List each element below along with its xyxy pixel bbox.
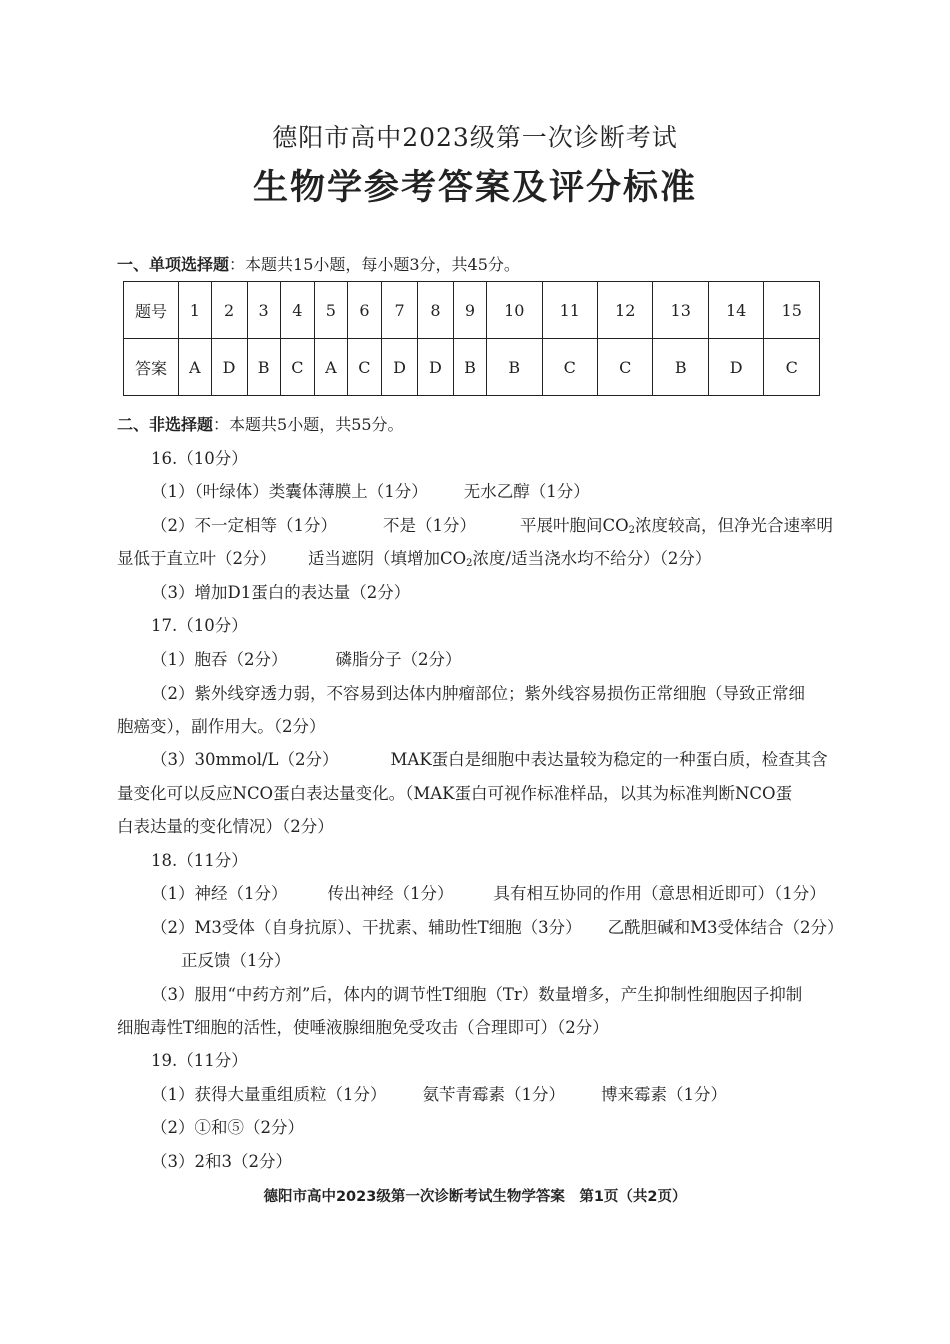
table-cell: A	[179, 339, 212, 396]
q18-line4: （3）服用“中药方剂”后，体内的调节性T细胞（Tr）数量增多，产生抑制性细胞因子抑制	[151, 985, 803, 1004]
answer-text: 乙酰胆碱和M3受体结合（2分）	[607, 918, 844, 937]
answer-text: 不是（1分）	[383, 516, 476, 535]
table-cell: 11	[542, 282, 597, 339]
answer-text: 传出神经（1分）	[327, 884, 454, 903]
q16-line1	[151, 478, 590, 502]
q19-line1	[151, 1081, 727, 1105]
answer-text: 氨苄青霉素（1分）	[422, 1085, 565, 1104]
answer-text: 平展叶胞间CO	[520, 516, 629, 535]
answer-text: （3）30mmol/L（2分）	[151, 750, 339, 769]
table-cell: 14	[708, 282, 763, 339]
table-cell: D	[382, 339, 418, 396]
q19-line3: （3）2和3（2分）	[151, 1152, 292, 1171]
q17-line2: （2）紫外线穿透力弱，不容易到达体内肿瘤部位；紫外线容易损伤正常细胞（导致正常细	[151, 684, 805, 703]
q16-heading: 16.（10分）	[151, 449, 248, 468]
answer-text: （1）（叶绿体）类囊体薄膜上（1分）	[151, 482, 428, 501]
table-cell: D	[708, 339, 763, 396]
table-cell: B	[487, 339, 542, 396]
answer-text: （1）胞吞（2分）	[151, 650, 288, 669]
table-row-answers	[124, 339, 820, 396]
table-cell: C	[764, 339, 820, 396]
answer-text: 无水乙醇（1分）	[463, 482, 590, 501]
page-footer: 德阳市高中2023级第一次诊断考试生物学答案 第1页（共2页）	[263, 1189, 687, 1205]
table-cell: 13	[653, 282, 708, 339]
section1-heading	[117, 252, 520, 275]
table-cell: 6	[347, 282, 381, 339]
table-cell: 1	[179, 282, 212, 339]
table-cell: C	[347, 339, 381, 396]
table-cell: B	[653, 339, 708, 396]
exam-subtitle: 德阳市高中2023级第一次诊断考试	[272, 123, 678, 152]
table-cell: 4	[280, 282, 314, 339]
table-cell: C	[280, 339, 314, 396]
section2-desc: ：本题共5小题，共55分。	[213, 415, 404, 434]
table-cell: B	[247, 339, 280, 396]
answer-text: 浓度较高，但净光合速率明	[635, 516, 834, 535]
table-cell: 5	[315, 282, 348, 339]
subscript: 2	[466, 558, 473, 569]
table-cell: 15	[764, 282, 820, 339]
row-label-answer: 答案	[124, 339, 179, 396]
section1-desc: ：本题共15小题，每小题3分，共45分。	[229, 255, 520, 274]
answer-text: MAK蛋白是细胞中表达量较为稳定的一种蛋白质，检查其含	[390, 750, 828, 769]
q18-line5: 细胞毒性T细胞的活性，使唾液腺细胞免受攻击（合理即可）（2分）	[117, 1018, 609, 1037]
q16-line2	[151, 512, 833, 536]
q17-line5: 量变化可以反应NCO蛋白表达量变化。（MAK蛋白可视作标准样品，以其为标准判断NCO蛋	[117, 784, 793, 803]
table-cell: C	[598, 339, 653, 396]
answer-text: （1）获得大量重组质粒（1分）	[151, 1085, 387, 1104]
answer-text: 适当遮阴（填增加CO	[308, 549, 467, 568]
answer-text: （1）神经（1分）	[151, 884, 288, 903]
table-cell: A	[315, 339, 348, 396]
answer-text: 具有相互协同的作用（意思相近即可）（1分）	[493, 884, 826, 903]
answer-text: （2）不一定相等（1分）	[151, 516, 337, 535]
section1-label: 一、单项选择题	[117, 255, 230, 274]
row-label-number: 题号	[124, 282, 179, 339]
answer-text: （2）M3受体（自身抗原）、干扰素、辅助性T细胞（3分）	[151, 918, 582, 937]
subscript: 2	[628, 525, 636, 536]
q18-heading: 18.（11分）	[151, 851, 248, 870]
table-cell: 12	[598, 282, 653, 339]
table-cell: C	[542, 339, 597, 396]
q19-line2: （2）①和⑤（2分）	[151, 1118, 304, 1137]
q18-line2	[151, 914, 844, 938]
q17-line3: 胞癌变），副作用大。（2分）	[117, 717, 326, 736]
answer-text: 博来霉素（1分）	[601, 1085, 727, 1104]
q19-heading: 19.（11分）	[151, 1051, 248, 1070]
q17-heading: 17.（10分）	[151, 616, 248, 635]
q17-line4	[151, 746, 828, 770]
table-cell: 9	[453, 282, 486, 339]
table-cell: 2	[211, 282, 247, 339]
answer-text: 磷脂分子（2分）	[335, 650, 462, 669]
table-cell: D	[211, 339, 247, 396]
table-cell: 10	[487, 282, 542, 339]
section2-label: 二、非选择题	[117, 415, 214, 434]
section2-heading	[117, 412, 404, 435]
answer-text: 显低于直立叶（2分）	[117, 549, 276, 568]
table-cell: B	[453, 339, 486, 396]
q17-line1	[151, 646, 462, 670]
q18-line1	[151, 880, 826, 904]
q18-line3: 正反馈（1分）	[181, 951, 291, 970]
table-cell: 8	[418, 282, 454, 339]
table-cell: D	[418, 339, 454, 396]
page-title: 生物学参考答案及评分标准	[252, 168, 697, 208]
answer-text: 浓度/适当浇水均不给分）（2分）	[472, 549, 712, 568]
q16-line3	[117, 545, 711, 569]
table-row-numbers	[124, 282, 820, 339]
table-cell: 7	[382, 282, 418, 339]
q16-line4: （3）增加D1蛋白的表达量（2分）	[151, 583, 411, 602]
table-cell: 3	[247, 282, 280, 339]
q17-line6: 白表达量的变化情况）（2分）	[117, 817, 334, 836]
answer-table	[123, 281, 820, 396]
